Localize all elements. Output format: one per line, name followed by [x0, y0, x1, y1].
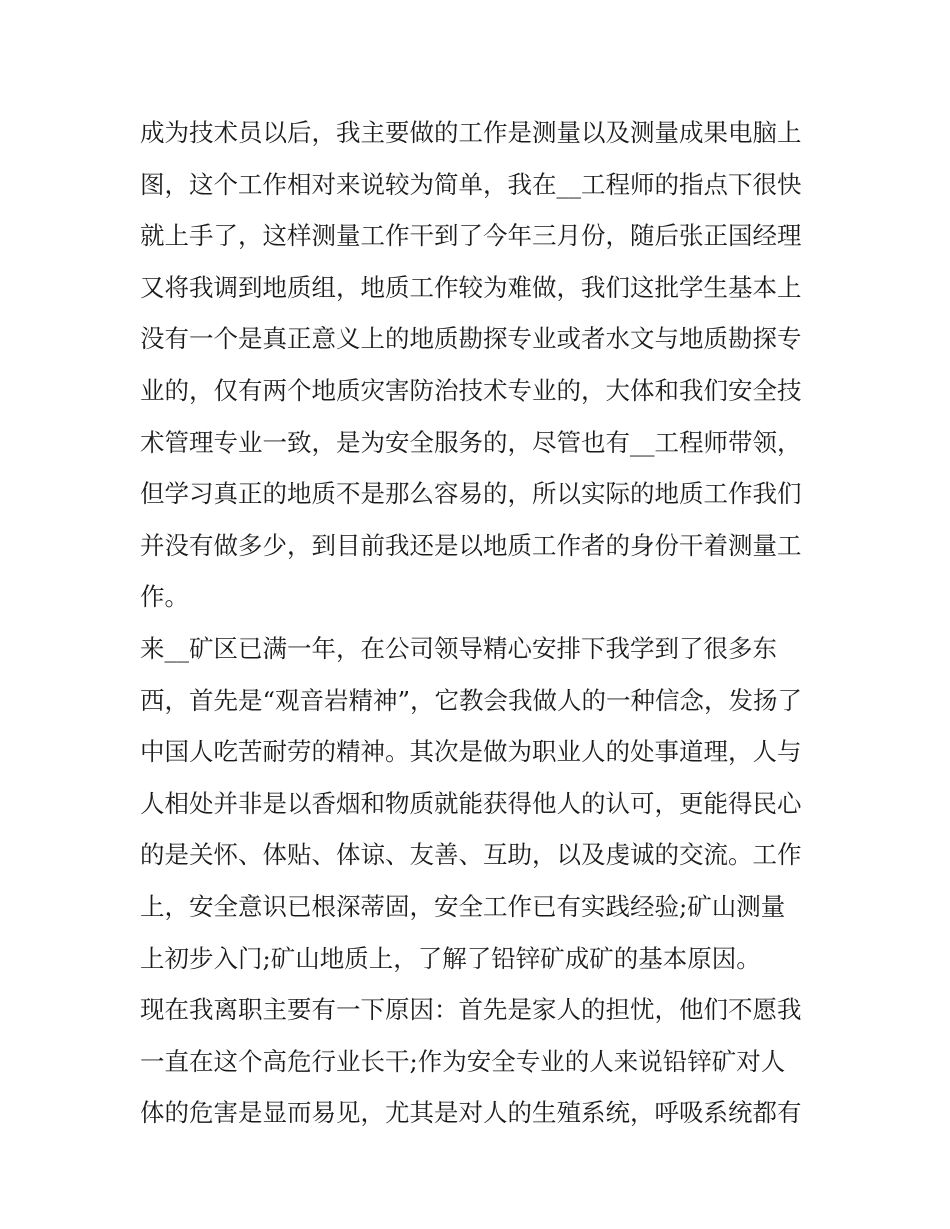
- text-line: 一直在这个高危行业长干;作为安全专业的人来说铅锌矿对人: [140, 1046, 786, 1076]
- text-line: 术管理专业一致，是为安全服务的，尽管也有__工程师带领，: [140, 427, 802, 457]
- text-line: 图，这个工作相对来说较为简单，我在__工程师的指点下很快: [140, 169, 802, 199]
- text-line: 来__矿区已满一年，在公司领导精心安排下我学到了很多东: [140, 633, 777, 663]
- text-line: 体的危害是显而易见，尤其是对人的生殖系统，呼吸系统都有: [140, 1098, 802, 1128]
- text-line: 人相处并非是以香烟和物质就能获得他人的认可，更能得民心: [140, 788, 802, 818]
- text-line: 现在我离职主要有一下原因：首先是家人的担忧，他们不愿我: [140, 995, 802, 1025]
- text-line: 作。: [140, 582, 189, 612]
- text-line: 上初步入门;矿山地质上，了解了铅锌矿成矿的基本原因。: [140, 943, 761, 973]
- text-line: 但学习真正的地质不是那么容易的，所以实际的地质工作我们: [140, 479, 802, 509]
- text-line: 并没有做多少，到目前我还是以地质工作者的身份干着测量工: [140, 530, 802, 560]
- text-line: 的是关怀、体贴、体谅、友善、互助，以及虔诚的交流。工作: [140, 840, 802, 870]
- text-line: 没有一个是真正意义上的地质勘探专业或者水文与地质勘探专: [140, 324, 802, 354]
- text-line: 业的，仅有两个地质灾害防治技术专业的，大体和我们安全技: [140, 375, 802, 405]
- text-line: 西，首先是“观音岩精神”，它教会我做人的一种信念，发扬了: [140, 685, 803, 715]
- text-line: 就上手了，这样测量工作干到了今年三月份，随后张正国经理: [140, 221, 802, 251]
- document-body: [140, 107, 820, 1139]
- text-line: 成为技术员以后，我主要做的工作是测量以及测量成果电脑上: [140, 118, 802, 147]
- text-line: 上，安全意识已根深蒂固，安全工作已有实践经验;矿山测量: [140, 891, 786, 921]
- text-line: 中国人吃苦耐劳的精神。其次是做为职业人的处事道理，人与: [140, 737, 802, 767]
- text-line: 又将我调到地质组，地质工作较为难做，我们这批学生基本上: [140, 272, 802, 302]
